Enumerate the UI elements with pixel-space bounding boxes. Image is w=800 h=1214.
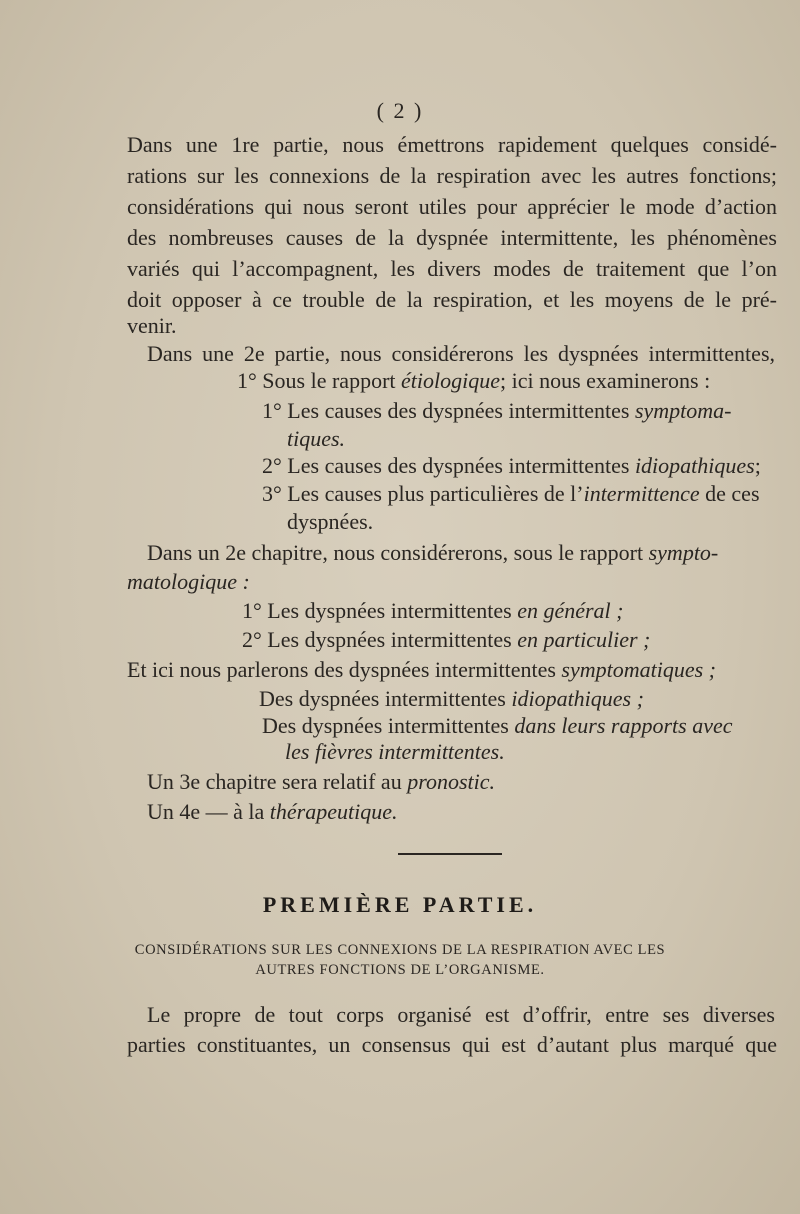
text-line: Des dyspnées intermittentes dans leurs rapports avec [262, 713, 733, 738]
section-title-line: CONSIDÉRATIONS SUR LES CONNEXIONS DE LA RESPIRATION AVEC LES [134, 942, 666, 958]
text-line: 2° Les dyspnées intermittentes en particulier ; [242, 627, 651, 652]
text-line: 1° Les dyspnées intermittentes en général ; [242, 598, 624, 623]
text-line: 1° Les causes des dyspnées intermittentes symptoma- [262, 398, 732, 423]
text-line: Dans un 2e chapitre, nous considérerons, sous le rapport sympto- [147, 540, 719, 565]
text-line: les fièvres intermittentes. [285, 739, 505, 764]
page-number: ( 2 ) [376, 98, 424, 123]
text-line: 2° Les causes des dyspnées intermittentes idiopathiques; [262, 453, 761, 478]
text-line: venir. [127, 313, 177, 338]
part-heading: PREMIÈRE PARTIE. [262, 892, 538, 917]
text-line: rations sur les connexions de la respiration avec les autres fonctions; [127, 163, 777, 188]
text-line: Un 3e chapitre sera relatif au pronostic. [147, 769, 495, 794]
text-line: Dans une 1re partie, nous émettrons rapidement quelques considé- [127, 132, 777, 157]
section-divider [398, 853, 502, 855]
text-line: variés qui l’accompagnent, les divers modes de traitement que l’on [127, 256, 777, 281]
text-line: 3° Les causes plus particulières de l’intermittence de ces [262, 481, 760, 506]
text-line: Dans une 2e partie, nous considérerons les dyspnées intermittentes, [147, 341, 775, 366]
text-line: parties constituantes, un consensus qui est d’autant plus marqué que [127, 1032, 777, 1057]
text-line: tiques. [287, 426, 346, 451]
section-title-line: AUTRES FONCTIONS DE L’ORGANISME. [255, 962, 545, 978]
text-line: Et ici nous parlerons des dyspnées intermittentes symptomatiques ; [127, 657, 716, 682]
text-line: 1° Sous le rapport étiologique; ici nous examinerons : [237, 368, 711, 393]
text-line: Un 4e — à la thérapeutique. [147, 799, 398, 824]
text-line: des nombreuses causes de la dyspnée intermittente, les phénomènes [127, 225, 777, 250]
text-line: considérations qui nous seront utiles pour apprécier le mode d’action [127, 194, 777, 219]
text-line: matologique : [127, 569, 250, 594]
text-line: doit opposer à ce trouble de la respiration, et les moyens de le pré- [127, 287, 777, 312]
text-line: Le propre de tout corps organisé est d’offrir, entre ses diverses [147, 1002, 775, 1027]
text-line: dyspnées. [287, 509, 374, 534]
text-line: Des dyspnées intermittentes idiopathiques ; [259, 686, 644, 711]
